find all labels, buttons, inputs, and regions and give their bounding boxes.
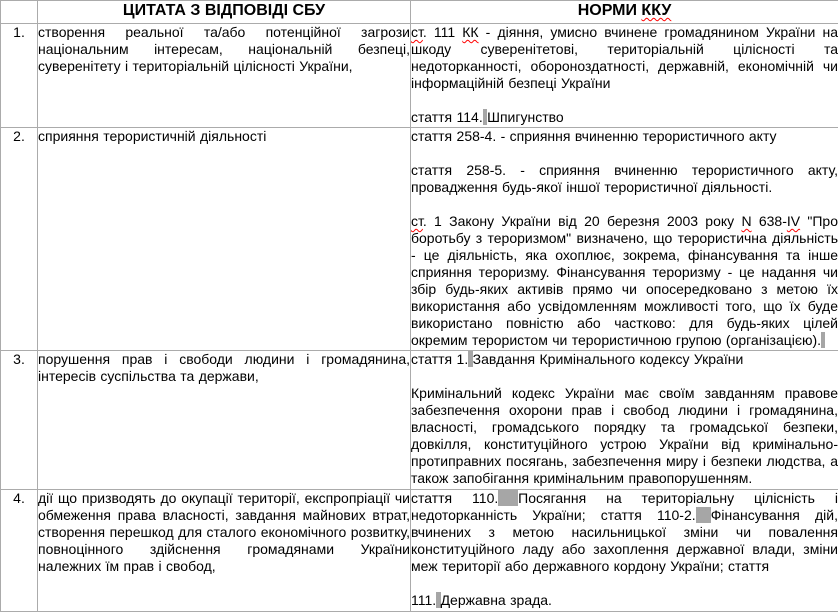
blank-line [411, 368, 838, 385]
text-run: . 1 Закону України від 20 березня 2003 року [422, 213, 742, 229]
spellcheck-underline: IV [786, 213, 801, 229]
text-run: - діяння, умисно вчинене громадянином України на шкоду суверенітетові, територіальній цілісності та недоторканності, обороноздатності, державній, економічній чи інформаційній безпеці України [411, 24, 838, 91]
text-run: Кримінальний кодекс України має своїм завданням правове забезпечення охорони прав і свобод людини і громадянина, власності, громадського порядку та громадської безпеки, довкілля, конституційного устрою України від кримінально-протиправних посягань, забезпечення миру і безпеки людства, а також запобігання кримінальним правопорушенням. [411, 385, 838, 486]
text-run: . 111 [422, 24, 463, 40]
table-row [1, 490, 838, 612]
header-row [1, 1, 838, 24]
table-body [1, 24, 838, 612]
norms-paragraph [411, 109, 838, 126]
text-run: Посягання на територіальну цілісність і недоторканність України; стаття 110-2. [411, 490, 838, 523]
spellcheck-underline: N [741, 213, 752, 229]
blank-line [411, 575, 838, 592]
spellcheck-underline: ст [411, 24, 423, 40]
text-run: стаття 114. [411, 109, 483, 125]
norms-paragraph [411, 162, 838, 196]
row-number: 1. [1, 24, 38, 128]
blank-line [411, 92, 838, 109]
quote-paragraph: сприяння терористичній діяльності [38, 128, 267, 144]
blank-line [411, 145, 838, 162]
quote-cell [38, 128, 411, 351]
norms-paragraph [411, 385, 838, 487]
norms-paragraph [411, 592, 838, 609]
norms-paragraph [411, 213, 838, 349]
text-run: стаття 258-5. - сприяння вчиненню терористичного акту, провадження будь-якої іншої терористичної діяльності. [411, 162, 838, 195]
text-run: Фінансування дій, вчинених з метою насильницької зміни чи повалення конституційного ладу або захоплення державної влади, зміни меж території або державного кордону України; стаття [411, 507, 838, 574]
row-number: 2. [1, 128, 38, 351]
row-number: 4. [1, 490, 38, 612]
text-run: Державна зрада. [440, 592, 552, 608]
text-run: 638- [751, 213, 787, 229]
column-header-norms [411, 1, 838, 24]
spellcheck-underline: КК [462, 24, 479, 40]
norms-cell [411, 351, 838, 490]
text-run: стаття 1. [411, 351, 469, 367]
table-row [1, 128, 838, 351]
quote-cell [38, 351, 411, 490]
norms-paragraph [411, 24, 838, 92]
spellcheck-underline: ст [411, 213, 423, 229]
column-header-quote: ЦИТАТА З ВІДПОВІДІ СБУ [38, 1, 411, 24]
norms-paragraph [411, 490, 838, 575]
table-row [1, 351, 838, 490]
norms-cell [411, 490, 838, 612]
text-run: 111. [411, 592, 437, 608]
norms-cell [411, 128, 838, 351]
quote-cell [38, 490, 411, 612]
quote-paragraph: порушення прав і свободи людини і громадянина, інтересів суспільства та держави, [38, 351, 410, 384]
text-run: Шпигунство [487, 109, 564, 125]
text-run: стаття 258-4. - сприяння вчиненню терористичного акту [411, 128, 777, 144]
quote-paragraph: створення реальної та/або потенційної загрози національним інтересам, національній безпеці, суверенітету і територіальній цілісності України, [38, 24, 410, 74]
row-number: 3. [1, 351, 38, 490]
highlighted-space [821, 332, 825, 348]
text-run: НОРМИ [577, 2, 642, 19]
column-header-number [1, 1, 38, 24]
text-run: Завдання Кримінального кодексу України [472, 351, 744, 367]
norms-paragraph [411, 351, 838, 368]
norms-paragraph [411, 128, 838, 145]
blank-line [411, 196, 838, 213]
norms-cell [411, 24, 838, 128]
highlighted-space [498, 490, 518, 506]
text-run: "Про боротьбу з тероризмом" визначено, що терористична діяльність - це діяльність, яка охоплює, зокрема, фінансування та інше сприяння тероризму. Фінансування тероризму - це надання чи збір будь-яких активів прямо чи опосередковано з метою їх використання або усвідомленням можливості того, що їх буде використано повністю або частково: для будь-яких цілей окремим терористом чи терористичною групою (організацією). [411, 213, 838, 348]
quote-paragraph: дії що призводять до окупації території, експропріації чи обмеження права власності, завдання майнових втрат, створення перешкод для сталого економічного розвитку, повноцінного здійснення громадянами України належних їм прав і свобод, [38, 490, 410, 574]
text-run: стаття 110. [411, 490, 499, 506]
quote-cell [38, 24, 411, 128]
spellcheck-underline: ККУ [641, 2, 672, 19]
highlighted-space [696, 507, 711, 523]
table-row [1, 24, 838, 128]
